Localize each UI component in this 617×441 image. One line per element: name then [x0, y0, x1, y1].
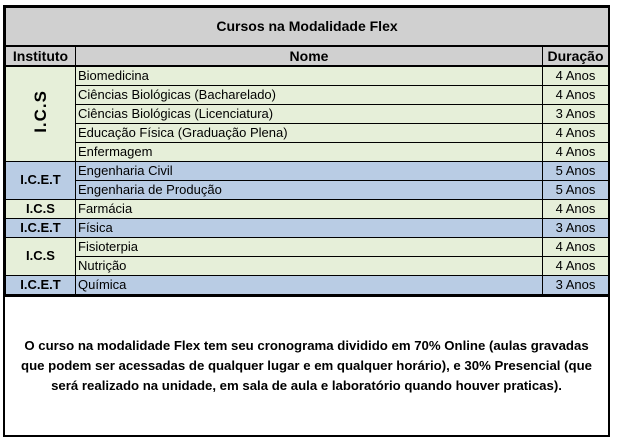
instituto-cell: I.C.S: [6, 237, 76, 275]
table-row: [6, 142, 609, 161]
instituto-cell: I.C.E.T: [6, 161, 76, 199]
instituto-cell: I.C.E.T: [6, 218, 76, 237]
course-name: Engenharia Civil: [76, 161, 543, 180]
table-row: [6, 104, 609, 123]
course-duration: 3 Anos: [543, 275, 609, 294]
course-duration: 4 Anos: [543, 237, 609, 256]
course-duration: 4 Anos: [543, 256, 609, 275]
course-name: Farmácia: [76, 199, 543, 218]
course-name: Engenharia de Produção: [76, 180, 543, 199]
header-nome: Nome: [76, 46, 543, 66]
course-name: Ciências Biológicas (Bacharelado): [76, 85, 543, 104]
table-body: [6, 66, 609, 295]
course-name: Biomedicina: [76, 66, 543, 86]
course-name: Física: [76, 218, 543, 237]
course-duration: 4 Anos: [543, 142, 609, 161]
course-name: Enfermagem: [76, 142, 543, 161]
table-row: [6, 66, 609, 86]
course-name: Química: [76, 275, 543, 294]
course-name: Nutrição: [76, 256, 543, 275]
table-row: [6, 256, 609, 275]
instituto-cell: [6, 66, 76, 162]
flex-mode-note: O curso na modalidade Flex tem seu cronograma dividido em 70% Online (aulas gravadas que podem ser acessadas de qualquer lugar e em qualquer horário), e 30% Presencial (que será realizado na unidade, em sala de aula e laboratório quando houver praticas).: [5, 295, 608, 435]
table-row: [6, 85, 609, 104]
course-duration: 4 Anos: [543, 66, 609, 86]
course-name: Fisioterpia: [76, 237, 543, 256]
course-sheet: [3, 5, 610, 437]
course-duration: 4 Anos: [543, 123, 609, 142]
course-duration: 5 Anos: [543, 180, 609, 199]
table-row: [6, 123, 609, 142]
header-instituto: Instituto: [6, 46, 76, 66]
course-duration: 4 Anos: [543, 85, 609, 104]
table-title: Cursos na Modalidade Flex: [6, 8, 609, 46]
table-row: [6, 218, 609, 237]
course-name: Ciências Biológicas (Licenciatura): [76, 104, 543, 123]
course-duration: 3 Anos: [543, 218, 609, 237]
course-duration: 5 Anos: [543, 161, 609, 180]
courses-table: [5, 7, 609, 295]
instituto-label: I.C.S: [30, 89, 50, 133]
table-row: [6, 180, 609, 199]
course-duration: 3 Anos: [543, 104, 609, 123]
course-duration: 4 Anos: [543, 199, 609, 218]
table-row: [6, 275, 609, 294]
header-duracao: Duração: [543, 46, 609, 66]
table-row: [6, 237, 609, 256]
course-name: Educação Física (Graduação Plena): [76, 123, 543, 142]
instituto-cell: I.C.E.T: [6, 275, 76, 294]
table-row: [6, 161, 609, 180]
table-row: [6, 199, 609, 218]
instituto-cell: I.C.S: [6, 199, 76, 218]
